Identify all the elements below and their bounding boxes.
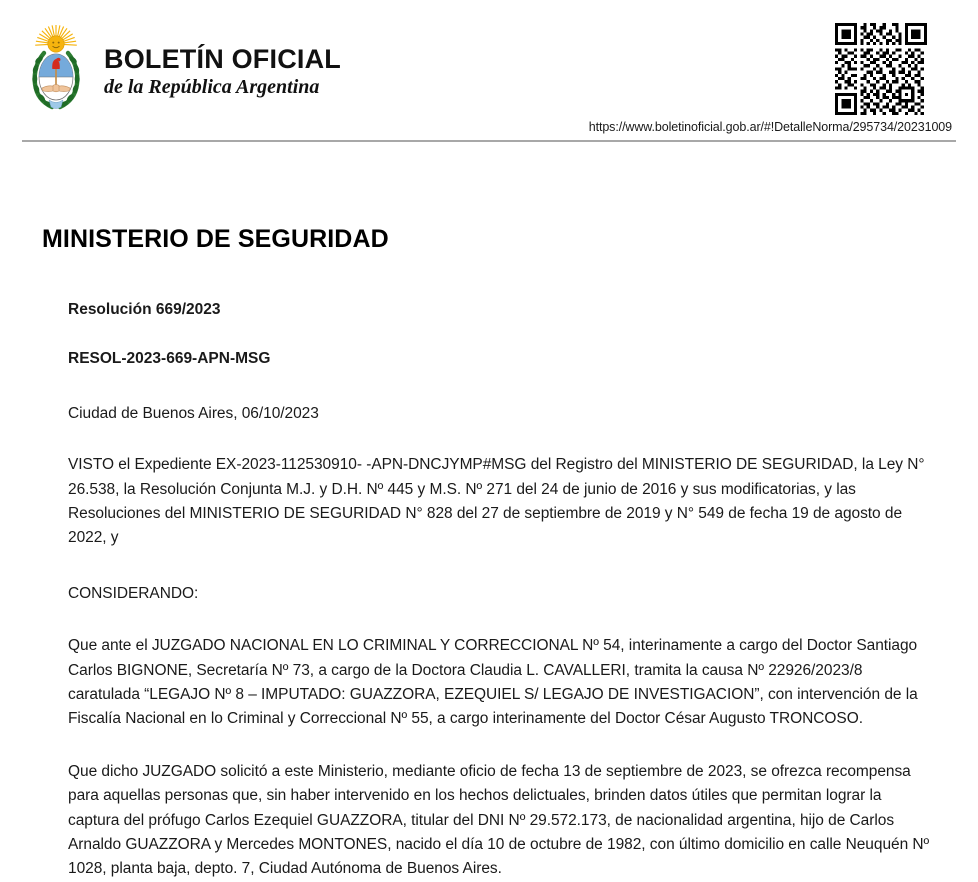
place-and-date: Ciudad de Buenos Aires, 06/10/2023 xyxy=(68,404,319,422)
brand-lockup xyxy=(22,22,341,114)
resolution-number: Resolución 669/2023 xyxy=(68,300,221,318)
page-header xyxy=(0,0,978,142)
resolution-code: RESOL-2023-669-APN-MSG xyxy=(68,350,271,368)
document-url[interactable]: https://www.boletinoficial.gob.ar/#!DetalleNorma/295734/20231009 xyxy=(588,120,952,134)
brand-title: BOLETÍN OFICIAL xyxy=(104,44,341,75)
document-body xyxy=(0,226,978,882)
considerando-paragraph-1: Que ante el JUZGADO NACIONAL EN LO CRIMINAL Y CORRECCIONAL Nº 54, interinamente a cargo del Doctor Santiago Carlos BIGNONE, Secretaría Nº 73, a cargo de la Doctora Claudia L. CAVALLERI, tramita la causa Nº 22926/2023/8 caratulada “LEGAJO Nº 8 – IMPUTADO: GUAZZORA, EZEQUIEL S/ LEGAJO DE INVESTIGACION”, con intervención de la Fiscalía Nacional en lo Criminal y Correccional Nº 55, a cargo interinamente del Doctor César Augusto TRONCOSO. xyxy=(68,637,918,728)
considerando-heading: CONSIDERANDO: xyxy=(68,584,199,602)
header-inner xyxy=(0,0,978,134)
brand-text xyxy=(104,37,341,98)
considerando-paragraph-2: Que dicho JUZGADO solicitó a este Ministerio, mediante oficio de fecha 13 de septiembre de 2023, se ofrezca recompensa para aquellas personas que, sin haber intervenido en los hechos delictuales, brinden datos útiles que permitan lograr la captura del prófugo Carlos Ezequiel GUAZZORA, titular del DNI Nº 29.572.173, de nacionalidad argentina, hijo de Carlos Arnaldo GUAZZORA y Mercedes MONTONES, nacido el día 10 de octubre de 1982, con último domicilio en calle Neuquén Nº 1028, planta baja, depto. 7, Ciudad Autónoma de Buenos Aires. xyxy=(68,762,930,878)
qr-code-icon[interactable] xyxy=(835,23,927,115)
qr-block xyxy=(589,22,952,134)
page-title: MINISTERIO DE SEGURIDAD xyxy=(42,225,389,253)
visto-paragraph: VISTO el Expediente EX-2023-112530910- -APN-DNCJYMP#MSG del Registro del MINISTERIO DE SEGURIDAD, la Ley N° 26.538, la Resolución Conjunta M.J. y D.H. Nº 445 y M.S. Nº 271 del 24 de junio de 2016 y sus modificatorias, y las Resoluciones del MINISTERIO DE SEGURIDAD N° 828 del 27 de septiembre de 2019 y N° 549 de fecha 19 de agosto de 2022, y xyxy=(68,456,925,547)
header-divider xyxy=(22,140,956,142)
brand-subtitle: de la República Argentina xyxy=(104,75,320,98)
argentina-coat-of-arms-icon xyxy=(22,22,90,114)
resolution-content xyxy=(42,301,934,882)
